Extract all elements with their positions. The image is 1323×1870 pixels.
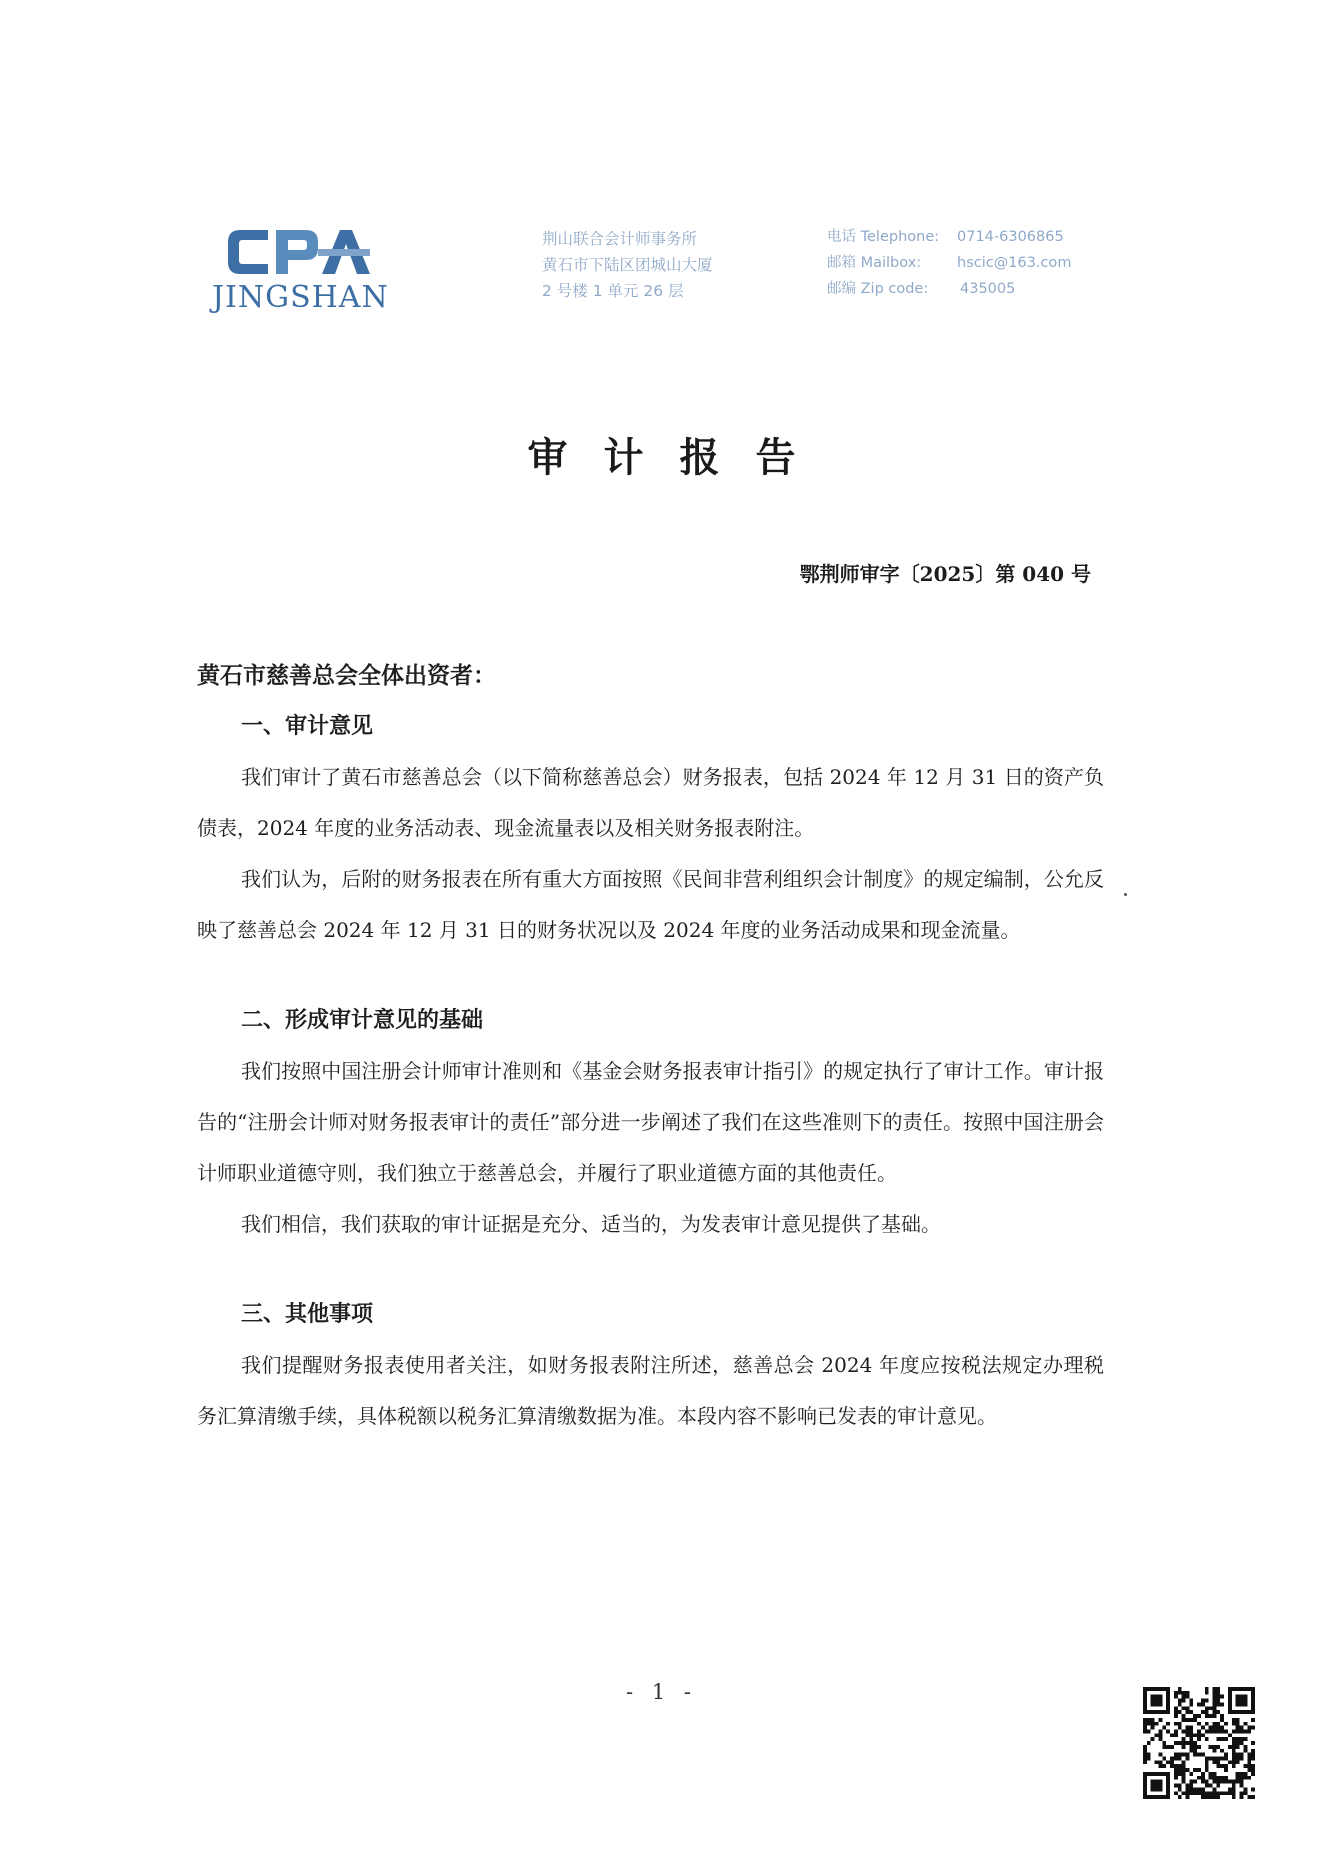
firm-address <box>542 226 713 304</box>
salutation: 黄石市慈善总会全体出资者： <box>197 662 496 689</box>
paragraph: 我们提醒财务报表使用者关注，如财务报表附注所述，慈善总会 2024 年度应按税法规定办理税务汇算清缴手续，具体税额以税务汇算清缴数据为准。本段内容不影响已发表的审计意见。 <box>197 1353 1104 1428</box>
contact-label: 邮编 Zip code: <box>827 281 929 297</box>
cpa-logo-mark-icon <box>224 222 374 282</box>
paragraph: 我们相信，我们获取的审计证据是充分、适当的，为发表审计意见提供了基础。 <box>241 1212 941 1236</box>
paragraph: 我们认为，后附的财务报表在所有重大方面按照《民间非营利组织会计制度》的规定编制，公允反映了慈善总会 2024 年 12 月 31 日的财务状况以及 2024 年度的业务活动成果和现金流量。 <box>197 867 1104 942</box>
contact-value: hscic@163.com <box>957 255 1072 271</box>
section-heading-basis: 二、形成审计意见的基础 <box>241 1007 484 1033</box>
report-body <box>197 650 1104 1442</box>
page-number: - 1 - <box>626 1680 697 1704</box>
paragraph: 我们按照中国注册会计师审计准则和《基金会财务报表审计指引》的规定执行了审计工作。审计报告的“注册会计师对财务报表审计的责任”部分进一步阐述了我们在这些准则下的责任。按照中国注册会计师职业道德守则，我们独立于慈善总会，并履行了职业道德方面的其他责任。 <box>197 1059 1104 1185</box>
scan-speck <box>1124 893 1127 896</box>
contact-label: 电话 Telephone: <box>827 229 940 245</box>
contact-value: 0714-6306865 <box>957 229 1064 245</box>
contact-label: 邮箱 Mailbox: <box>827 255 922 271</box>
contact-value: 435005 <box>960 281 1016 297</box>
firm-address-line-1: 黄石市下陆区团城山大厦 <box>542 256 713 274</box>
paragraph: 我们审计了黄石市慈善总会（以下简称慈善总会）财务报表，包括 2024 年 12 月 31 日的资产负债表，2024 年度的业务活动表、现金流量表以及相关财务报表附注。 <box>197 765 1104 840</box>
document-number: 鄂荆师审字〔2025〕第 040 号 <box>799 562 1091 586</box>
section-heading-audit-opinion: 一、审计意见 <box>241 713 374 739</box>
section-heading-other-matters: 三、其他事项 <box>241 1301 374 1327</box>
qr-code-icon <box>1143 1687 1255 1799</box>
firm-address-line-2: 2 号楼 1 单元 26 层 <box>542 282 684 300</box>
report-title: 审计报告 <box>527 434 832 481</box>
logo-wordmark: JINGSHAN <box>212 280 389 315</box>
cpa-jingshan-logo <box>212 222 392 322</box>
firm-name: 荆山联合会计师事务所 <box>542 230 698 248</box>
